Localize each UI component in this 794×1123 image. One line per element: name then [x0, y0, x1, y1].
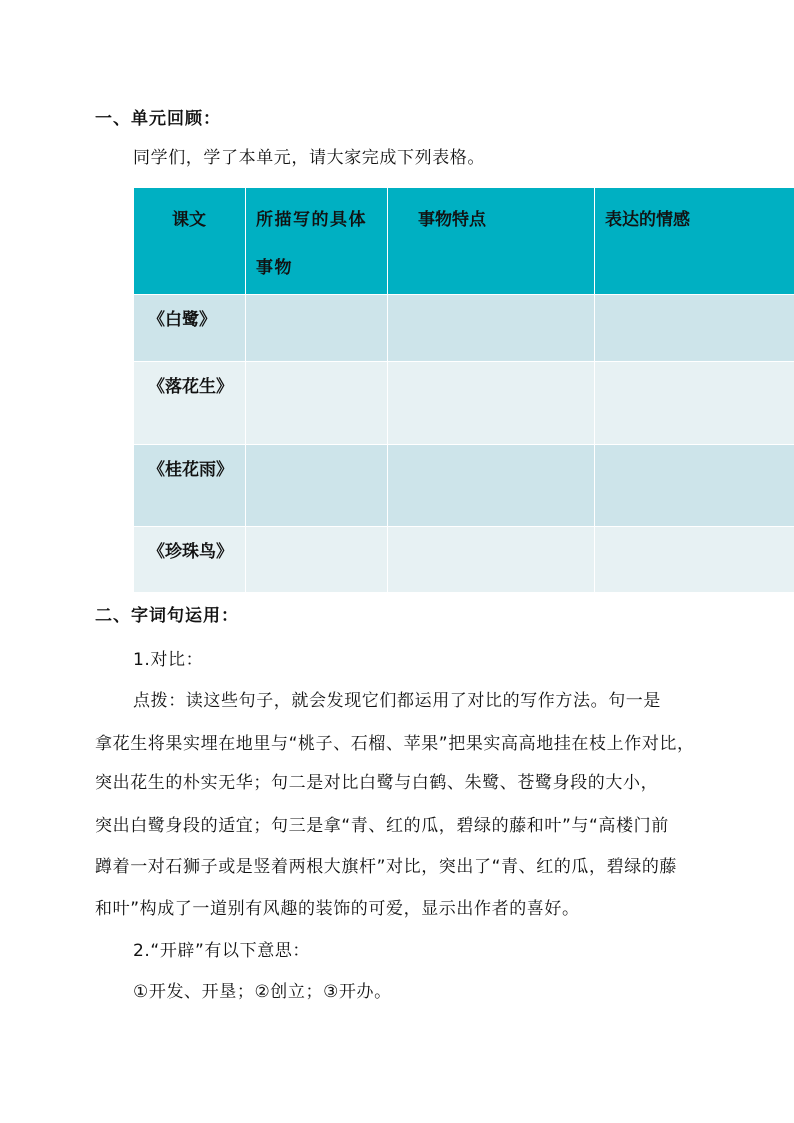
empty-cell[interactable]	[595, 527, 794, 593]
paragraph-line: 突出花生的朴实无华；句二是对比白鹭与白鹤、朱鹭、苍鹭身段的大小，	[95, 773, 659, 793]
item1-label: 1.对比：	[133, 650, 204, 670]
header-emotion: 表达的情感	[595, 188, 794, 295]
review-table	[133, 187, 794, 593]
empty-cell[interactable]	[595, 295, 794, 362]
item2-label: 2.“开辟”有以下意思：	[133, 941, 311, 961]
table-header-row	[134, 188, 794, 295]
empty-cell[interactable]	[246, 445, 388, 527]
empty-cell[interactable]	[246, 362, 388, 445]
table-row	[134, 362, 794, 445]
empty-cell[interactable]	[388, 445, 595, 527]
header-text-title: 课文	[134, 188, 246, 295]
empty-cell[interactable]	[388, 295, 595, 362]
row-title-cell: 《珍珠鸟》	[134, 527, 246, 593]
empty-cell[interactable]	[388, 527, 595, 593]
empty-cell[interactable]	[595, 362, 794, 445]
table-row	[134, 295, 794, 362]
table-row	[134, 527, 794, 593]
paragraph-line: 点拨：读这些句子，就会发现它们都运用了对比的写作方法。句一是	[133, 691, 661, 711]
paragraph-line: 和叶”构成了一道别有风趣的装饰的可爱，显示出作者的喜好。	[95, 899, 580, 919]
section-heading-review: 一、单元回顾：	[95, 109, 221, 129]
row-title-cell: 《桂花雨》	[134, 445, 246, 527]
table-row	[134, 445, 794, 527]
paragraph-line: 拿花生将果实埋在地里与“桃子、石榴、苹果”把果实高高地挂在枝上作对比，	[95, 734, 695, 754]
header-object-features: 事物特点	[388, 188, 595, 295]
intro-text: 同学们，学了本单元，请大家完成下列表格。	[133, 148, 485, 168]
row-title-cell: 《落花生》	[134, 362, 246, 445]
paragraph-line: 蹲着一对石狮子或是竖着两根大旗杆”对比，突出了“青、红的瓜，碧绿的藤	[95, 857, 678, 877]
empty-cell[interactable]	[595, 445, 794, 527]
section-heading-usage: 二、字词句运用：	[95, 606, 239, 626]
item2-meanings: ①开发、开垦；②创立；③开办。	[133, 982, 392, 1002]
empty-cell[interactable]	[246, 295, 388, 362]
header-described-objects: 所描写的具体事物	[246, 188, 388, 295]
empty-cell[interactable]	[246, 527, 388, 593]
row-title-cell: 《白鹭》	[134, 295, 246, 362]
paragraph-line: 突出白鹭身段的适宜；句三是拿“青、红的瓜，碧绿的藤和叶”与“高楼门前	[95, 816, 669, 836]
empty-cell[interactable]	[388, 362, 595, 445]
